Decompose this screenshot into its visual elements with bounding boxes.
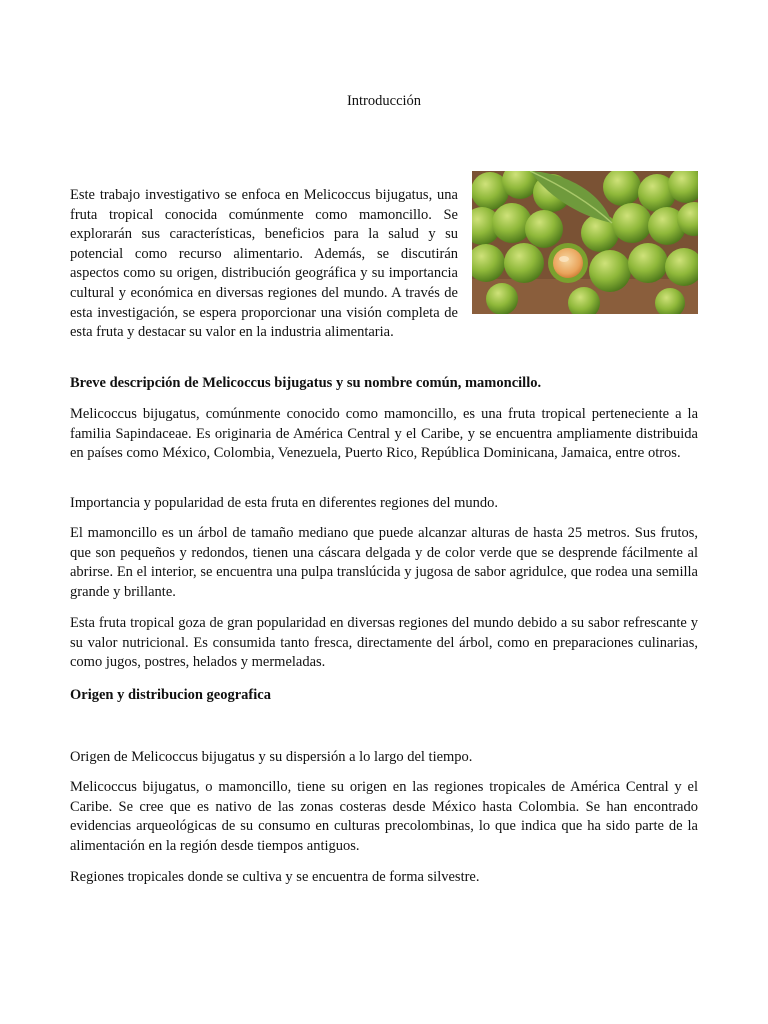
paragraph-popularity: Esta fruta tropical goza de gran popularidad en diversas regiones del mundo debido a su sabor refrescante y su valor nutricional. Es consumida tanto fresca, directamente del árbol, como en preparaciones culinarias, como jugos, postres, helados y mermeladas. [70, 615, 698, 671]
page-title: Introducción [346, 93, 422, 109]
intro-block [70, 186, 698, 343]
paragraph-tree: El mamoncillo es un árbol de tamaño mediano que puede alcanzar alturas de hasta 25 metros. Sus frutos, que son pequeños y redondos, tienen una cáscara delgada y de color verde que se desprende fácilmente al abrirse. En el interior, se encuentra una pulpa translúcida y jugosa de sabor agridulce, que rodea una semilla grande y brillante. [70, 525, 698, 600]
mamoncillo-photo [472, 171, 698, 314]
paragraph-origin: Melicoccus bijugatus, o mamoncillo, tiene su origen en las regiones tropicales de América Central y el Caribe. Se cree que es nativo de las zonas costeras desde México hasta Colombia. Se han encontrado evidencias arqueológicas de su consumo en culturas precolombinas, lo que indica que ha sido parte de la alimentación en la región desde tiempos antiguos. [70, 779, 698, 854]
paragraph-importance-heading: Importancia y popularidad de esta fruta en diferentes regiones del mundo. [70, 495, 498, 511]
paragraph-origin-heading: Origen de Melicoccus bijugatus y su dispersión a lo largo del tiempo. [70, 749, 473, 765]
section-heading-description: Breve descripción de Melicoccus bijugatus y su nombre común, mamoncillo. [70, 375, 542, 391]
section-heading-origin: Origen y distribucion geografica [70, 687, 271, 703]
intro-paragraph: Este trabajo investigativo se enfoca en Melicoccus bijugatus, una fruta tropical conocida comúnmente como mamoncillo. Se explorarán sus características, beneficios para la salud y su potencial como recurso alimentario. Además, se discutirán aspectos como su origen, distribución geográfica y su importancia cultural y económica en diversas regiones del mundo. A través de esta investigación, se espera proporcionar una visión completa de esta fruta y destacar su valor en la industria alimentaria. [70, 187, 458, 341]
paragraph-regions-heading: Regiones tropicales donde se cultiva y se encuentra de forma silvestre. [70, 869, 480, 885]
paragraph-description: Melicoccus bijugatus, comúnmente conocido como mamoncillo, es una fruta tropical perteneciente a la familia Sapindaceae. Es originaria de América Central y el Caribe, y se encuentra ampliamente distribuida en países como México, Colombia, Venezuela, Puerto Rico, República Dominicana, Jamaica, entre otros. [70, 406, 698, 462]
